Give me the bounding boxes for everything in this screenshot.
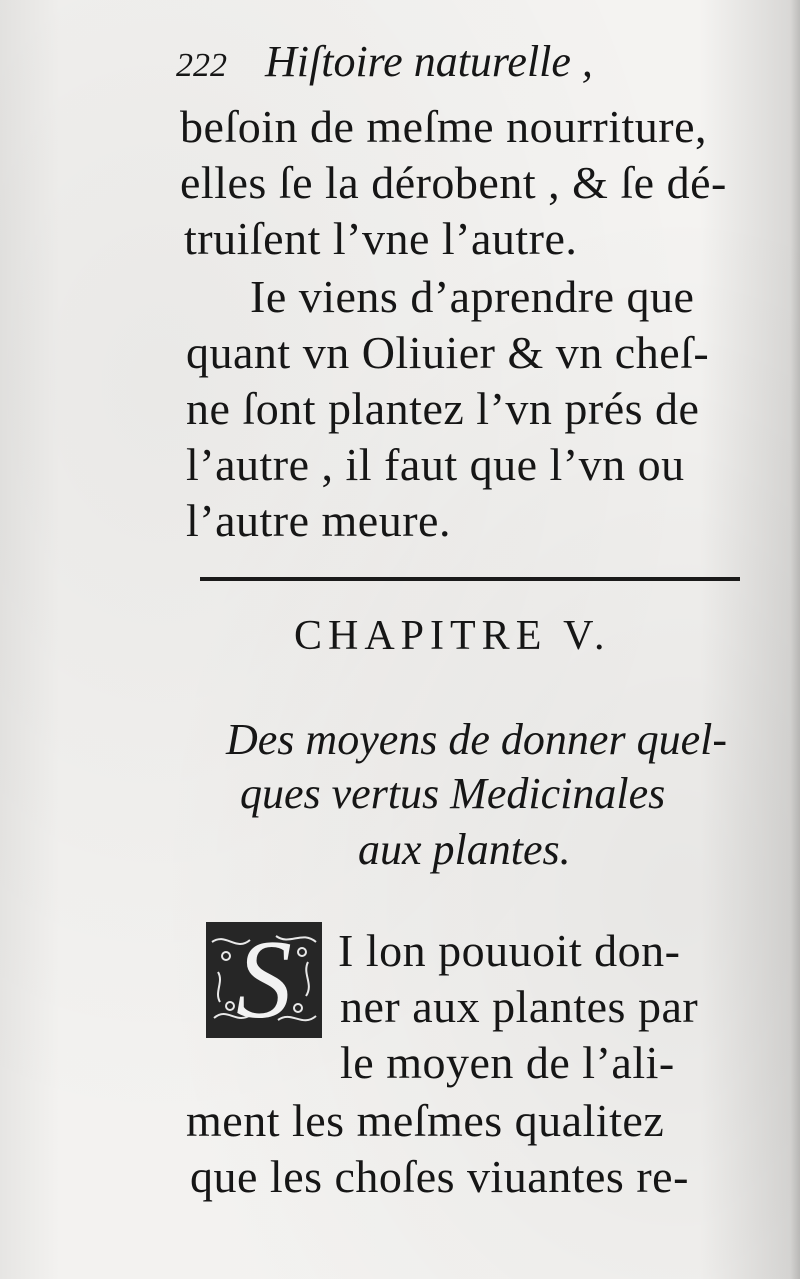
text-line: ner aux plantes par (340, 981, 699, 1032)
chapter-heading: CHAPITRE V. (294, 613, 611, 659)
section-rule (200, 577, 740, 581)
text-line: Ie viens d’aprendre que (250, 271, 695, 322)
text-line: elles ſe la dérobent , & ſe dé- (180, 157, 727, 208)
chapter-subtitle-line: ques vertus Medicinales (240, 769, 666, 818)
drop-cap-letter: S (236, 922, 292, 1038)
text-line: que les choſes viuantes re- (190, 1151, 689, 1202)
chapter-subtitle-line: aux plantes. (358, 825, 571, 874)
decorated-initial (206, 922, 322, 1038)
text-line: l’autre , il faut que l’vn ou (186, 439, 685, 490)
text-line: quant vn Oliuier & vn cheſ- (186, 327, 710, 378)
text-line: l’autre meure. (186, 495, 451, 546)
text-line: ment les meſmes qualitez (186, 1095, 665, 1146)
running-title: Hiſtoire naturelle , (265, 37, 593, 86)
text-line: le moyen de l’ali- (340, 1037, 675, 1088)
running-header (176, 37, 593, 86)
text-line: I lon pouuoit don- (338, 925, 681, 976)
page-number: 222 (176, 47, 227, 84)
text-line: ne ſont plantez l’vn prés de (186, 383, 700, 434)
text-line: beſoin de meſme nourriture, (180, 101, 708, 152)
chapter-subtitle-line: Des moyens de donner quel- (226, 715, 727, 764)
text-line: truiſent l’vne l’autre. (184, 213, 578, 264)
